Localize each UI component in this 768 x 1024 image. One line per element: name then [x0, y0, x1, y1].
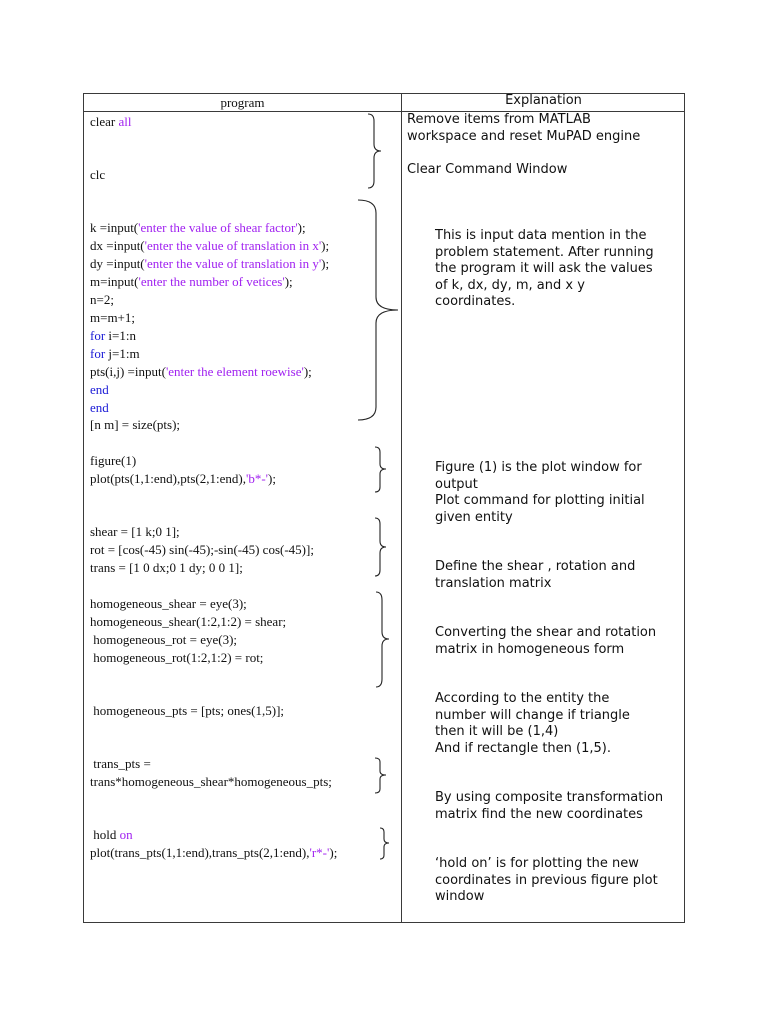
code-token: i=1:n: [105, 328, 136, 343]
code-token: k =input(: [90, 220, 139, 235]
code-token: );: [303, 364, 312, 379]
explanation-line: output: [435, 476, 478, 492]
explanation-composite: [435, 790, 663, 823]
explanation-clc: Clear Command Window: [407, 162, 568, 177]
code-token: plot(pts(1,1:end),pts(2,1:end),: [90, 471, 246, 486]
explanation-figure-plot: [435, 460, 645, 526]
explanation-hold-on: [435, 856, 658, 906]
code-size: [n m] = size(pts);: [90, 417, 181, 432]
explanation-line: window: [435, 889, 485, 904]
code-keyword: for: [90, 328, 106, 343]
code-string: 'b*-': [245, 471, 268, 486]
explanation-line: Converting the shear and rotation: [435, 625, 657, 640]
explanation-line: coordinates in previous figure plot: [435, 872, 658, 888]
code-rot-matrix: rot = [cos(-45) sin(-45);-sin(-45) cos(-45)];: [90, 542, 314, 557]
header-program: program: [220, 95, 265, 110]
explanation-line: Figure (1) is the plot window for: [435, 460, 642, 475]
explanation-line: problem statement. After running: [435, 244, 654, 260]
code-shear-matrix: shear = [1 k;0 1];: [90, 524, 180, 539]
code-trans-pts-2: trans*homogeneous_shear*homogeneous_pts;: [90, 774, 332, 789]
explanation-line: the program it will ask the values: [435, 261, 653, 276]
explanation-line: Define the shear , rotation and: [435, 559, 636, 574]
explanation-line: matrix find the new coordinates: [435, 806, 643, 822]
code-token: );: [321, 256, 330, 271]
code-string: 'enter the element roewise': [165, 364, 304, 379]
code-token: );: [268, 471, 276, 486]
code-trans-matrix: trans = [1 0 dx;0 1 dy; 0 0 1];: [90, 560, 243, 575]
explanation-line: translation matrix: [435, 575, 552, 591]
code-end-outer: end: [90, 400, 109, 415]
code-keyword: all: [118, 114, 132, 129]
explanation-line: According to the entity the: [435, 691, 610, 706]
code-token: clear: [90, 114, 119, 129]
explanation-input-data: [435, 228, 654, 311]
code-input-dy: [90, 255, 329, 273]
explanation-entity: [435, 691, 630, 757]
code-hold-on: [90, 826, 133, 844]
code-figure: figure(1): [90, 453, 137, 468]
code-token: );: [321, 238, 330, 253]
curly-brace-icon: [374, 591, 392, 689]
code-token: );: [297, 220, 306, 235]
code-n-assign: n=2;: [90, 292, 114, 307]
code-homogeneous-pts: homogeneous_pts = [pts; ones(1,5)];: [90, 703, 285, 718]
code-token: j=1:m: [105, 346, 140, 361]
explanation-clear-all: [407, 112, 640, 145]
curly-brace-icon: [356, 199, 402, 421]
code-plot-transformed: [90, 844, 337, 862]
curly-brace-icon: [373, 517, 389, 579]
code-string: 'r*-': [309, 845, 330, 860]
explanation-matrices: [435, 559, 635, 592]
code-end-inner: end: [90, 382, 109, 397]
curly-brace-icon: [373, 757, 389, 795]
code-string: 'enter the value of shear factor': [138, 220, 298, 235]
code-keyword: for: [90, 346, 106, 361]
explanation-line: matrix in homogeneous form: [435, 641, 625, 657]
code-for-j: [90, 345, 140, 363]
code-homogeneous-rot-eye: homogeneous_rot = eye(3);: [90, 632, 238, 647]
code-token: dy =input(: [90, 256, 145, 271]
explanation-line: Remove items from MATLAB: [407, 112, 591, 127]
code-input-k: [90, 219, 306, 237]
code-string: 'enter the value of translation in x': [144, 238, 322, 253]
explanation-line: then it will be (1,4): [435, 724, 559, 739]
code-homogeneous-rot-assign: homogeneous_rot(1:2,1:2) = rot;: [90, 650, 264, 665]
explanation-line: And if rectangle then (1,5).: [435, 740, 611, 756]
code-string: 'enter the number of vetices': [138, 274, 285, 289]
code-trans-pts-1: trans_pts =: [90, 756, 151, 771]
code-homogeneous-shear-assign: homogeneous_shear(1:2,1:2) = shear;: [90, 614, 287, 629]
code-keyword: on: [119, 827, 133, 842]
code-m-increment: m=m+1;: [90, 310, 135, 325]
explanation-line: number will change if triangle: [435, 707, 630, 723]
code-string: 'enter the value of translation in y': [144, 256, 322, 271]
code-input-m: [90, 273, 293, 291]
code-token: m=input(: [90, 274, 139, 289]
code-for-i: [90, 327, 136, 345]
code-homogeneous-shear-eye: homogeneous_shear = eye(3);: [90, 596, 247, 611]
explanation-line: of k, dx, dy, m, and x y: [435, 277, 585, 293]
code-token: hold: [90, 827, 120, 842]
code-clc: clc: [90, 167, 106, 182]
curly-brace-icon: [366, 113, 384, 189]
code-token: dx =input(: [90, 238, 145, 253]
code-plot-initial: [90, 470, 276, 488]
code-token: plot(trans_pts(1,1:end),trans_pts(2,1:end),: [90, 845, 310, 860]
header-explanation: Explanation: [505, 93, 582, 108]
curly-brace-icon: [378, 827, 392, 861]
explanation-line: ‘hold on’ is for plotting the new: [435, 856, 639, 871]
code-token: pts(i,j) =input(: [90, 364, 166, 379]
curly-brace-icon: [373, 446, 389, 494]
explanation-line: By using composite transformation: [435, 790, 664, 805]
explanation-homogeneous: [435, 625, 656, 658]
code-token: );: [284, 274, 293, 289]
code-clear-all: [90, 113, 132, 131]
code-input-pts: [90, 363, 312, 381]
code-input-dx: [90, 237, 329, 255]
explanation-line: workspace and reset MuPAD engine: [407, 128, 641, 144]
explanation-line: given entity: [435, 509, 513, 525]
explanation-line: coordinates.: [435, 294, 516, 309]
explanation-line: Plot command for plotting initial: [435, 493, 645, 508]
explanation-line: This is input data mention in the: [435, 228, 647, 243]
code-token: );: [329, 845, 338, 860]
